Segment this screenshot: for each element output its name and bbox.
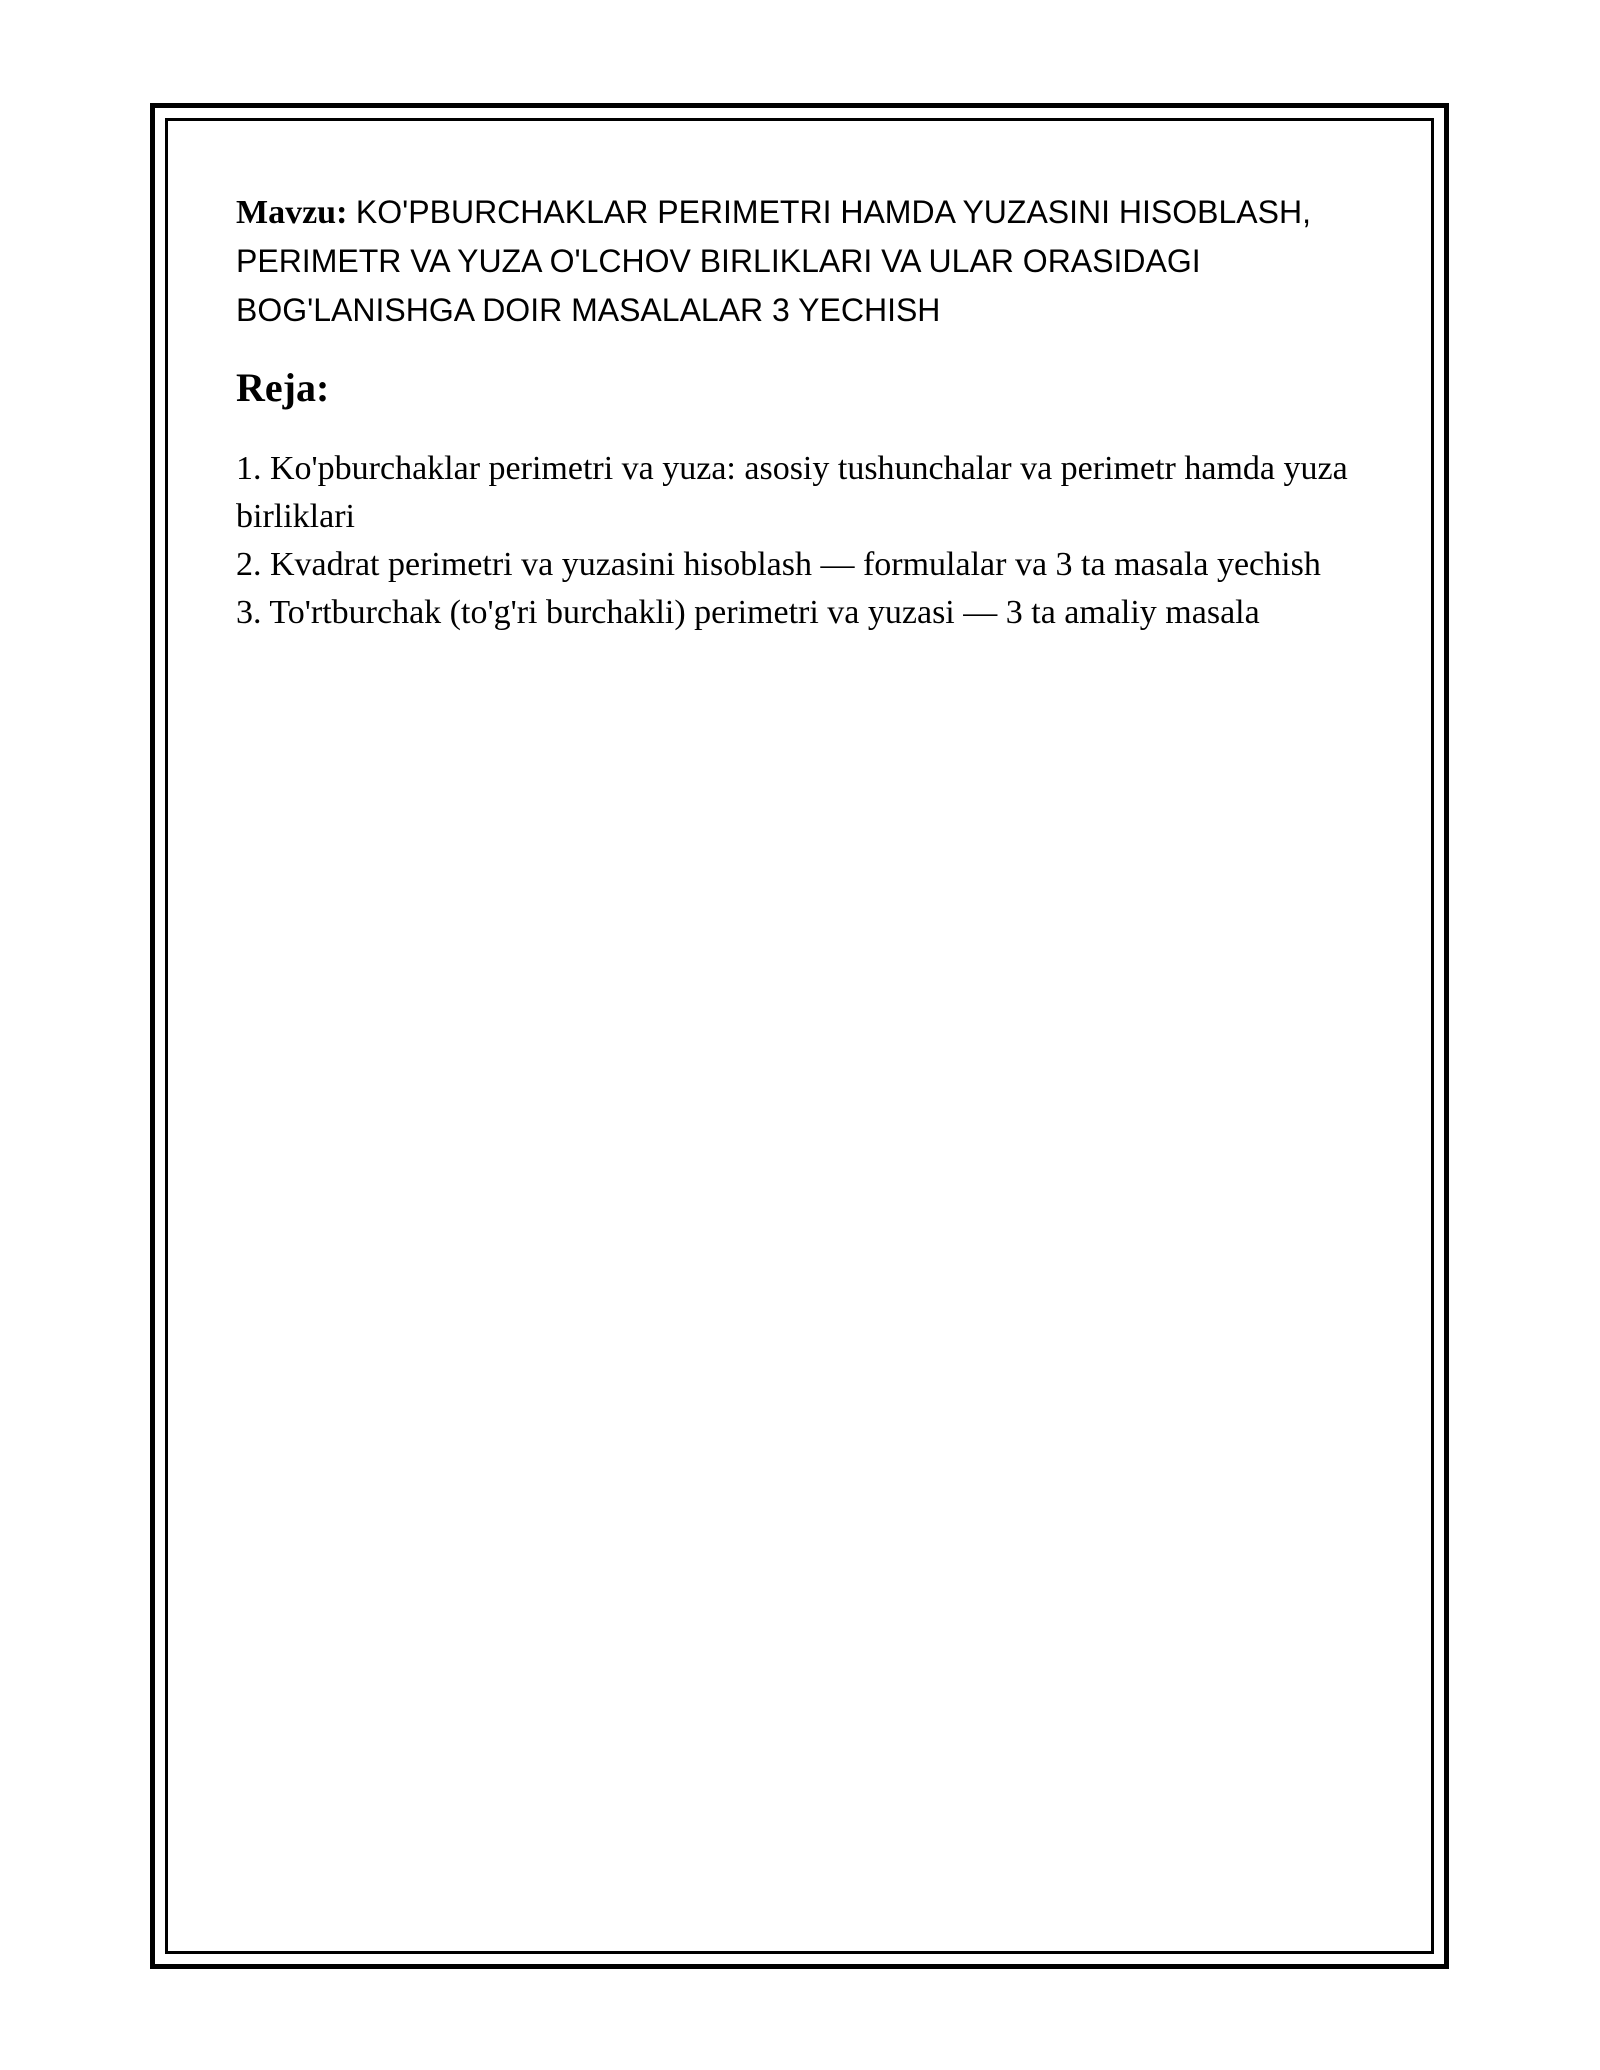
plan-heading: Reja: — [236, 365, 330, 410]
plan-item-2: 2. Kvadrat perimetri va yuzasini hisoblash — formulalar va 3 ta masala yechish — [236, 546, 1321, 583]
topic-paragraph — [236, 188, 1386, 335]
plan-list — [236, 445, 1386, 637]
topic-label: Mavzu: — [236, 194, 348, 231]
plan-item-1: 1. Ko'pburchaklar perimetri va yuza: asosiy tushunchalar va perimetr hamda yuza birliklari — [236, 450, 1348, 535]
topic-text: KO'PBURCHAKLAR PERIMETRI HAMDA YUZASINI HISOBLASH, PERIMETR VA YUZA O'LCHOV BIRLIKLARI VA ULAR ORASIDAGI BOG'LANISHGA DOIR MASALALAR 3 YECHISH — [236, 194, 1311, 328]
document-content — [236, 188, 1386, 637]
plan-item-3: 3. To'rtburchak (to'g'ri burchakli) perimetri va yuzasi — 3 ta amaliy masala — [236, 594, 1260, 631]
